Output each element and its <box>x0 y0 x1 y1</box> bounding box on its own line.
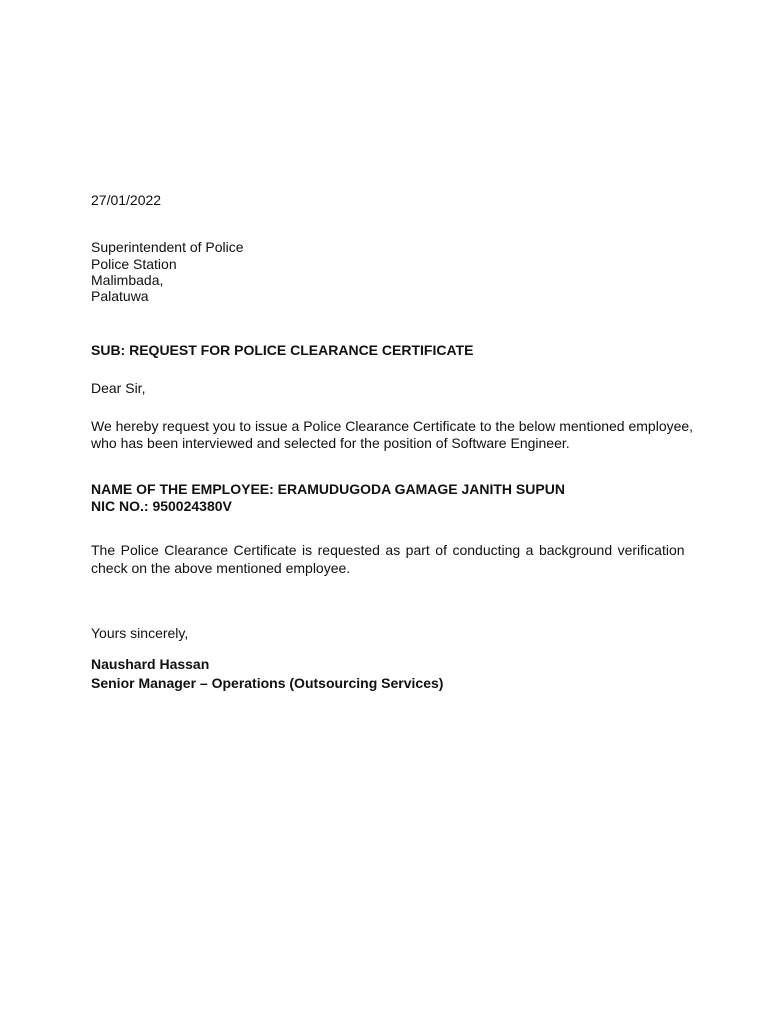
paragraph-2 <box>91 542 685 577</box>
signatory-name: Naushard Hassan <box>91 656 210 672</box>
paragraph-1-line-2: who has been interviewed and selected for the position of Software Engineer. <box>91 435 570 451</box>
recipient-line-1: Superintendent of Police <box>91 239 244 255</box>
closing: Yours sincerely, <box>91 625 189 641</box>
employee-name: NAME OF THE EMPLOYEE: ERAMUDUGODA GAMAGE JANITH SUPUN <box>91 481 565 497</box>
nic-number: NIC NO.: 950024380V <box>91 498 232 514</box>
signatory-title: Senior Manager – Operations (Outsourcing Services) <box>91 675 444 691</box>
letter-date: 27/01/2022 <box>91 192 162 208</box>
recipient-line-2: Police Station <box>91 256 177 272</box>
paragraph-2-line-2: check on the above mentioned employee. <box>91 560 351 576</box>
recipient-line-4: Palatuwa <box>91 288 149 304</box>
paragraph-1-line-1: We hereby request you to issue a Police Clearance Certificate to the below mentioned employee, <box>91 418 694 434</box>
letter-subject: SUB: REQUEST FOR POLICE CLEARANCE CERTIFICATE <box>91 342 474 358</box>
paragraph-2-line-1: The Police Clearance Certificate is requested as part of conducting a background verification <box>91 542 685 558</box>
recipient-line-3: Malimbada, <box>91 272 164 288</box>
salutation: Dear Sir, <box>91 380 146 396</box>
